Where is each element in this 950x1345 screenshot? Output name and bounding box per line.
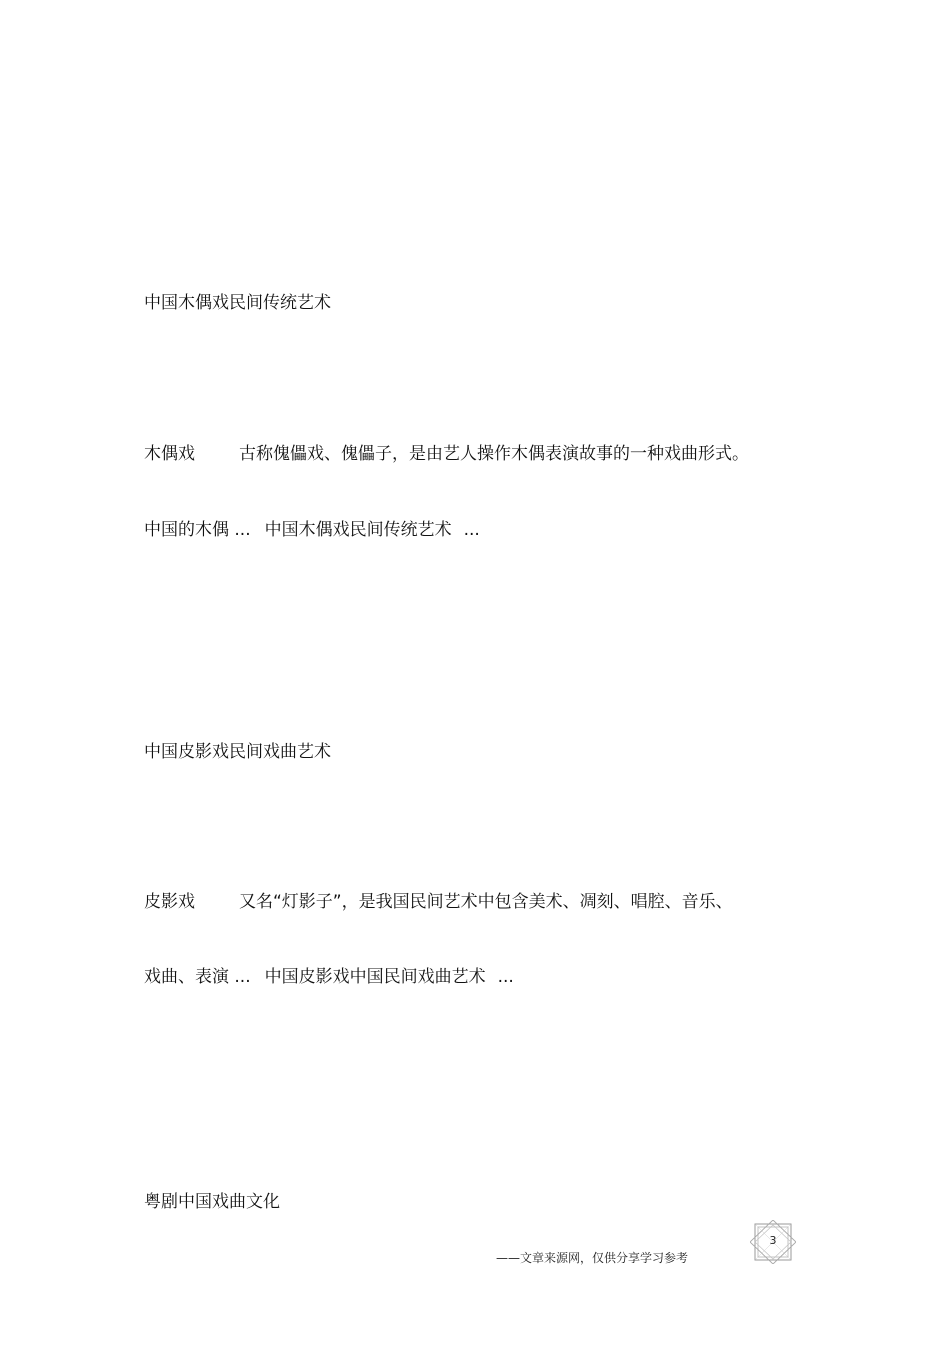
section-title-cantonese-opera: 粤剧中国戏曲文化	[144, 1192, 280, 1212]
entry-ellipsis-puppetry: ...	[463, 520, 480, 540]
entry-term-puppetry: 木偶戏	[144, 444, 195, 464]
entry-term-shadow-play: 皮影戏	[144, 892, 195, 912]
entry-desc-puppetry-2: 中国的木偶 ...	[144, 520, 251, 540]
footer-source-note: ——文章来源网，仅供分享学习参考	[496, 1251, 689, 1265]
entry-line-puppetry-1	[144, 443, 749, 465]
entry-link-shadow-play: 中国皮影戏中国民间戏曲艺术	[264, 967, 486, 987]
entry-link-puppetry: 中国木偶戏民间传统艺术	[264, 520, 452, 540]
entry-line-puppetry-2	[144, 519, 480, 541]
entry-desc-shadow-play-1: 又名“灯影子”，是我国民间艺术中包含美术、凋刻、唱腔、音乐、	[239, 892, 733, 912]
entry-desc-shadow-play-2: 戏曲、表演 ...	[144, 967, 251, 987]
entry-line-shadow-play-1	[144, 891, 733, 913]
page-number: 3	[769, 1234, 777, 1247]
section-title-shadow-play: 中国皮影戏民间戏曲艺术	[144, 742, 331, 762]
section-title-puppetry: 中国木偶戏民间传统艺术	[144, 293, 331, 313]
entry-line-shadow-play-2	[144, 966, 514, 988]
entry-desc-puppetry-1: 古称傀儡戏、傀儡子，是由艺人操作木偶表演故事的一种戏曲形式。	[239, 444, 749, 464]
page-number-badge	[750, 1220, 796, 1264]
entry-ellipsis-shadow-play: ...	[497, 967, 514, 987]
